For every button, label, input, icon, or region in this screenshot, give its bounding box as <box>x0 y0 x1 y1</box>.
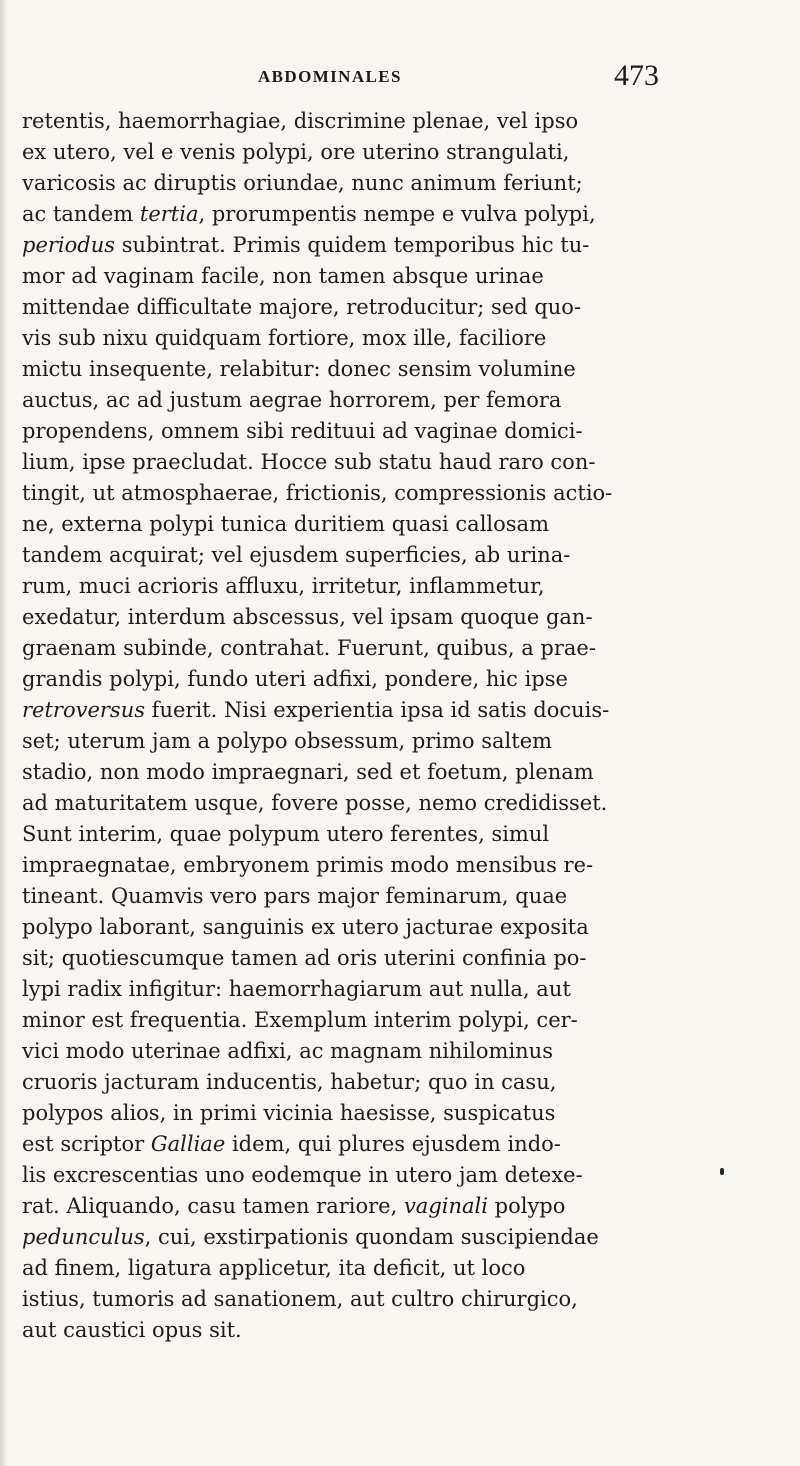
text-span: tineant. Quamvis vero pars major feminarum, quae <box>22 884 568 908</box>
text-span: retentis, haemorrhagiae, discrimine plenae, vel ipso <box>22 109 579 133</box>
text-span: impraegnatae, embryonem primis modo mensibus re- <box>22 853 594 877</box>
text-line <box>22 850 682 881</box>
text-line <box>22 1315 682 1346</box>
text-line <box>22 416 682 447</box>
text-span: auctus, ac ad justum aegrae horrorem, per femora <box>22 388 562 412</box>
text-line <box>22 1098 682 1129</box>
text-span: mor ad vaginam facile, non tamen absque urinae <box>22 264 544 288</box>
text-line <box>22 602 682 633</box>
text-span: exedatur, interdum abscessus, vel ipsam quoque gan- <box>22 605 593 629</box>
text-line <box>22 323 682 354</box>
text-line <box>22 1036 682 1067</box>
text-line <box>22 261 682 292</box>
text-span: Sunt interim, quae polypum utero ferentes, simul <box>22 822 550 846</box>
text-line <box>22 788 682 819</box>
text-span: sit; quotiescumque tamen ad oris uterini confinia po- <box>22 946 587 970</box>
text-span: ac tandem <box>22 202 140 226</box>
text-span: cruoris jacturam inducentis, habetur; quo in casu, <box>22 1070 557 1094</box>
text-line <box>22 943 682 974</box>
text-span: varicosis ac diruptis oriundae, nunc animum feriunt; <box>22 171 583 195</box>
text-line <box>22 292 682 323</box>
text-line <box>22 509 682 540</box>
text-line <box>22 757 682 788</box>
text-span: ad finem, ligatura applicetur, ita deficit, ut loco <box>22 1256 526 1280</box>
italic-term: periodus <box>22 233 116 257</box>
text-line <box>22 1067 682 1098</box>
text-line <box>22 633 682 664</box>
text-line <box>22 168 682 199</box>
text-span: lis excrescentias uno eodemque in utero jam detexe- <box>22 1163 583 1187</box>
italic-term: Galliae <box>150 1132 226 1156</box>
text-span: grandis polypi, fundo uteri adfixi, pondere, hic ipse <box>22 667 568 691</box>
text-line <box>22 881 682 912</box>
text-line <box>22 199 682 230</box>
text-span: graenam subinde, contrahat. Fuerunt, quibus, a prae- <box>22 636 596 660</box>
text-span: tingit, ut atmosphaerae, frictionis, compressionis actio- <box>22 481 613 505</box>
text-span: est scriptor <box>22 1132 151 1156</box>
text-span: vis sub nixu quidquam fortiore, mox ille, faciliore <box>22 326 547 350</box>
text-line <box>22 695 682 726</box>
text-line <box>22 1005 682 1036</box>
text-span: rum, muci acrioris affluxu, irritetur, inflammetur, <box>22 574 545 598</box>
text-line <box>22 726 682 757</box>
text-line <box>22 912 682 943</box>
text-span: mictu insequente, relabitur: donec sensim volumine <box>22 357 576 381</box>
text-line <box>22 106 682 137</box>
text-line <box>22 1284 682 1315</box>
text-line <box>22 664 682 695</box>
text-span: rat. Aliquando, casu tamen rariore, <box>22 1194 404 1218</box>
text-span: vici modo uterinae adfixi, ac magnam nihilominus <box>22 1039 553 1063</box>
running-head <box>0 59 800 103</box>
text-span: lypi radix infigitur: haemorrhagiarum aut nulla, aut <box>22 977 571 1001</box>
text-span: propendens, omnem sibi redituui ad vaginae domici- <box>22 419 583 443</box>
text-span: polypo <box>487 1194 566 1218</box>
text-span: minor est frequentia. Exemplum interim polypi, cer- <box>22 1008 578 1032</box>
text-span: subintrat. Primis quidem temporibus hic tu- <box>115 233 590 257</box>
page-number: 473 <box>614 59 659 92</box>
text-span: polypos alios, in primi vicinia haesisse, suspicatus <box>22 1101 556 1125</box>
text-line <box>22 478 682 509</box>
text-line <box>22 540 682 571</box>
text-span: polypo laborant, sanguinis ex utero jacturae exposita <box>22 915 589 939</box>
text-span: tandem acquirat; vel ejusdem superficies, ab urina- <box>22 543 571 567</box>
text-span: , prorumpentis nempe e vulva polypi, <box>198 202 596 226</box>
text-line <box>22 1222 682 1253</box>
text-span: idem, qui plures ejusdem indo- <box>225 1132 561 1156</box>
text-span: ne, externa polypi tunica duritiem quasi callosam <box>22 512 549 536</box>
binding-edge <box>0 0 8 1466</box>
text-line <box>22 354 682 385</box>
text-span: lium, ipse praecludat. Hocce sub statu haud raro con- <box>22 450 596 474</box>
text-line <box>22 1253 682 1284</box>
text-line <box>22 819 682 850</box>
italic-term: tertia <box>139 202 199 226</box>
italic-term: retroversus <box>22 698 145 722</box>
text-line <box>22 385 682 416</box>
ink-speck <box>720 1168 724 1175</box>
italic-term: vaginali <box>403 1194 488 1218</box>
text-span: stadio, non modo impraegnari, sed et foetum, plenam <box>22 760 594 784</box>
text-line <box>22 447 682 478</box>
body-text <box>22 106 682 1346</box>
text-span: , cui, exstirpationis quondam suscipiendae <box>144 1225 599 1249</box>
text-line <box>22 230 682 261</box>
text-span: set; uterum jam a polypo obsessum, primo saltem <box>22 729 553 753</box>
text-span: ad maturitatem usque, fovere posse, nemo credidisset. <box>22 791 608 815</box>
text-span: ex utero, vel e venis polypi, ore uterino strangulati, <box>22 140 570 164</box>
text-line <box>22 137 682 168</box>
text-span: istius, tumoris ad sanationem, aut cultro chirurgico, <box>22 1287 578 1311</box>
text-span: aut caustici opus sit. <box>22 1318 242 1342</box>
text-line <box>22 1129 682 1160</box>
text-line <box>22 974 682 1005</box>
text-span: fuerit. Nisi experientia ipsa id satis docuis- <box>145 698 610 722</box>
running-title: ABDOMINALES <box>258 67 402 86</box>
text-span: mittendae difficultate majore, retroducitur; sed quo- <box>22 295 582 319</box>
text-line <box>22 1191 682 1222</box>
text-line <box>22 1160 682 1191</box>
text-line <box>22 571 682 602</box>
italic-term: pedunculus <box>22 1225 145 1249</box>
